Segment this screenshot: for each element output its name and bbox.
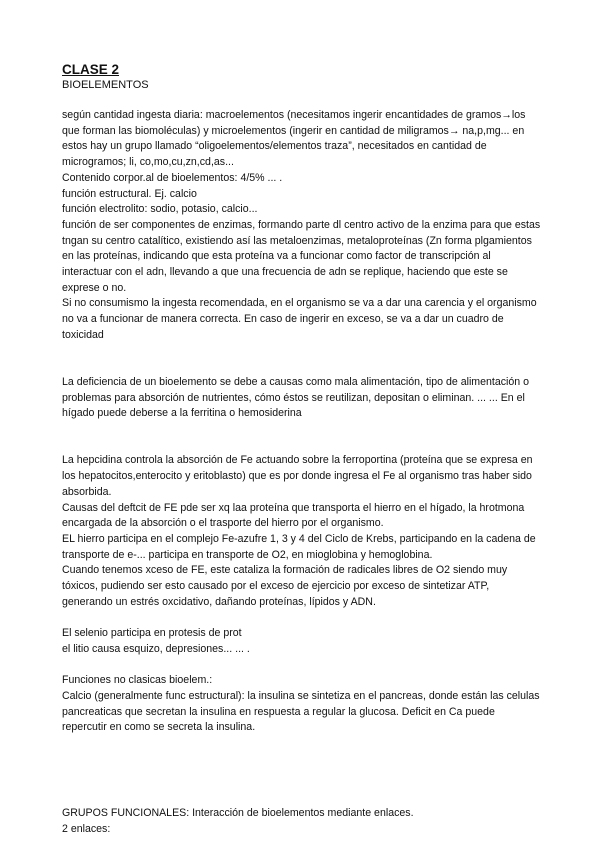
section-iron [62,453,542,610]
paragraph: función de ser componentes de enzimas, formando parte dl centro activo de la enzima para que estas tngan su centro catalítico, existiendo así las metaloenzimas, metaloproteínas (Zn forma plgamientos en las proteínas, indicando que esta proteína va a funcionar como factor de transcripción al interactuar con el adn, llevando a que una frecuencia de adn se replique, haciendo que este se exprese o no. [62,218,541,294]
page-title: CLASE 2 [62,62,120,77]
paragraph: Calcio (generalmente func estructural): la insulina se sintetiza en el pancreas, donde están las celulas pancreaticas que secretan la insulina en respuesta a regular la glucosa. Deficit en Ca puede repercutir en como se secreta la insulina. [62,689,540,734]
paragraph: La hepcidina controla la absorción de Fe actuando sobre la ferroportina (proteína que se expresa en los hepatocitos,enterocito y eritoblasto) que es por donde ingresa el Fe al organismo tras haber sido absorbida. [62,454,533,498]
document-page [62,62,542,837]
paragraph: función estructural. Ej. calcio [62,187,197,200]
paragraph: Causas del deftcit de FE pde ser xq laa proteína que transporta el hierro en el hígado, la hrotmona encargada de la absorción o el trasporte del hierro por el organismo. [62,501,525,530]
section-non-classic-functions [62,673,542,736]
spacer [62,344,542,375]
paragraph: El selenio participa en protesis de prot [62,627,242,640]
paragraph: según cantidad ingesta diaria: macroelementos (necesitamos ingerir encantidades de gramos→los que forman las biomoléculas) y microelementos (ingerir en cantidad de miligramos→ na,p,mg... en estos hay un grupo llamado “oligoelementos/elementos traza”, necesitados en cantidad de microgramos; li, co,mo,cu,zn,cd,as... [62,109,526,169]
paragraph: Cuando tenemos xceso de FE, este cataliza la formación de radicales libres de O2 siendo muy tóxicos, pudiendo ser esto causado por el exceso de ejercicio por exceso de sintetizar ATP, generando un estrés oxcidativo, dañando proteínas, lípidos y ADN. [62,564,508,608]
spacer [62,610,542,626]
page-subtitle: BIOELEMENTOS [62,79,149,91]
spacer [62,736,542,806]
spacer [62,658,542,674]
paragraph: 2 enlaces: [62,822,111,835]
paragraph: GRUPOS FUNCIONALES: Interacción de bioelementos mediante enlaces. [62,807,414,820]
section-functional-groups [62,806,542,837]
section-selenium-lithium [62,626,542,657]
section-deficiency [62,375,542,422]
section-bioelements-intro [62,108,542,344]
paragraph: función electrolito: sodio, potasio, calcio... [62,203,258,216]
paragraph: EL hierro participa en el complejo Fe-azufre 1, 3 y 4 del Ciclo de Krebs, participando en la cadena de transporte de e-... participa en transporte de O2, en mioglobina y hemoglobina. [62,532,536,561]
paragraph: Si no consumismo la ingesta recomendada, en el organismo se va a dar una carencia y el organismo no va a funcionar de manera correcta. En caso de ingerir en exceso, se va a dar un cuadro de toxicidad [62,297,537,341]
paragraph: Contenido corpor.al de bioelementos: 4/5% ... . [62,171,283,184]
paragraph: Funciones no clasicas bioelem.: [62,674,213,687]
paragraph: el litio causa esquizo, depresiones... ... . [62,642,250,655]
paragraph: La deficiencia de un bioelemento se debe a causas como mala alimentación, tipo de alimentación o problemas para absorción de nutrientes, cómo éstos se reutilizan, depositan o eliminan. ... ... En el hígado puede deberse a la ferritina o hemosiderina [62,375,530,420]
spacer [62,422,542,453]
